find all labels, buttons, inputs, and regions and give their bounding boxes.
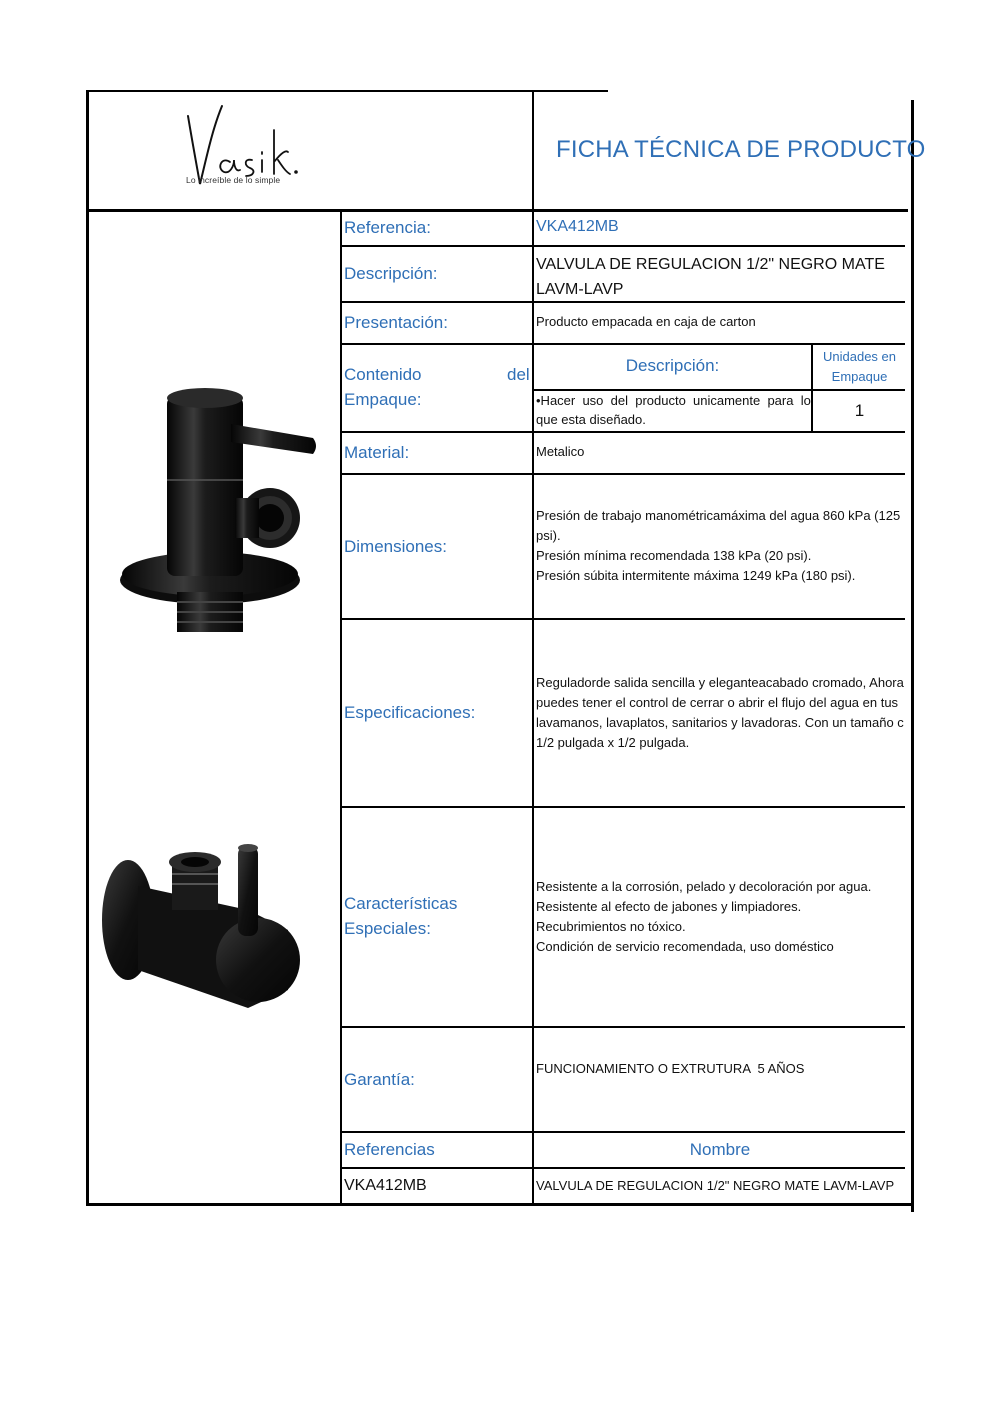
- referencias-ref-value: VKA412MB: [344, 1177, 427, 1194]
- row-rule: [341, 618, 905, 620]
- descripcion-value-line1: VALVULA DE REGULACION 1/2" NEGRO MATE: [536, 256, 885, 273]
- referencia-label: Referencia:: [344, 218, 431, 237]
- caracteristicas-line: Resistente al efecto de jabones y limpiadores.: [536, 899, 802, 914]
- header-col-divider: [532, 92, 534, 210]
- garantia-value: FUNCIONAMIENTO O EXTRUTURA 5 AÑOS: [536, 1061, 805, 1076]
- referencias-header: Referencias: [344, 1140, 435, 1159]
- caracteristicas-line: Condición de servicio recomendada, uso doméstico: [536, 939, 834, 954]
- dimensiones-line: psi).: [536, 528, 561, 543]
- descripcion-label: Descripción:: [344, 264, 438, 283]
- contenido-units-header-line2: Empaque: [831, 369, 888, 384]
- especificaciones-line: Reguladorde salida sencilla y eleganteacabado cromado, Ahora: [536, 675, 904, 690]
- descripcion-value-line2: LAVM-LAVP: [536, 281, 624, 298]
- caracteristicas-line: Resistente a la corrosión, pelado y decoloración por agua.: [536, 879, 872, 894]
- frame-left-rule: [86, 90, 89, 1206]
- especificaciones-label: Especificaciones:: [344, 703, 476, 722]
- caracteristicas-label-line1: Características: [344, 894, 458, 913]
- contenido-item-units: 1: [854, 401, 865, 420]
- valve-side-view-image: [98, 840, 303, 1010]
- dimensiones-line: Presión mínima recomendada 138 kPa (20 psi).: [536, 548, 812, 563]
- row-rule: [341, 806, 905, 808]
- dimensiones-label: Dimensiones:: [344, 537, 447, 556]
- especificaciones-line: lavamanos, lavaplatos, sanitarios y lavadoras. Con un tamaño c: [536, 715, 904, 730]
- row-rule: [341, 1026, 905, 1028]
- material-value: Metalico: [536, 444, 585, 459]
- contenido-desc-header: Descripción:: [625, 356, 720, 375]
- frame-top-rule: [86, 90, 608, 92]
- presentacion-label: Presentación:: [344, 313, 448, 332]
- row-rule: [341, 1167, 905, 1169]
- frame-bottom-rule: [86, 1203, 912, 1206]
- row-rule: [341, 1131, 905, 1133]
- label-col-divider: [340, 210, 342, 1205]
- row-rule: [341, 245, 905, 247]
- row-rule: [341, 473, 905, 475]
- dimensiones-line: Presión súbita intermitente máxima 1249 kPa (180 psi).: [536, 568, 856, 583]
- brand-tagline: Lo increíble de lo simple: [186, 175, 281, 185]
- referencias-name-value: VALVULA DE REGULACION 1/2" NEGRO MATE LAVM-LAVP: [536, 1178, 895, 1193]
- caracteristicas-label-line2: Especiales:: [344, 919, 431, 938]
- frame-right-rule: [911, 100, 914, 1212]
- dimensiones-line: Presión de trabajo manométricamáxima del agua 860 kPa (125: [536, 508, 901, 523]
- material-label: Material:: [344, 443, 410, 462]
- contenido-item-line2: que esta diseñado.: [536, 412, 646, 427]
- contenido-item-line1: •Hacer uso del producto unicamente para lo: [536, 393, 811, 408]
- valve-front-view-image: [115, 380, 320, 640]
- contenido-label-word1: Contenido: [344, 365, 422, 384]
- especificaciones-line: puedes tener el control de cerrar o abrir el flujo del agua en tus: [536, 695, 899, 710]
- header-divider: [86, 209, 908, 212]
- page-title: FICHA TÉCNICA DE PRODUCTO: [556, 136, 926, 163]
- especificaciones-line: 1/2 pulgada x 1/2 pulgada.: [536, 735, 690, 750]
- presentacion-value: Producto empacada en caja de carton: [536, 314, 756, 329]
- garantia-label: Garantía:: [344, 1070, 415, 1089]
- contenido-units-header-line1: Unidades en: [823, 349, 896, 364]
- row-rule: [341, 431, 905, 433]
- contenido-label-line2: Empaque:: [344, 390, 422, 409]
- contenido-label-word2: del: [507, 365, 530, 384]
- referencia-value: VKA412MB: [536, 218, 619, 235]
- nombre-header: Nombre: [689, 1140, 751, 1159]
- caracteristicas-line: Recubrimientos no tóxico.: [536, 919, 686, 934]
- row-rule: [341, 343, 905, 345]
